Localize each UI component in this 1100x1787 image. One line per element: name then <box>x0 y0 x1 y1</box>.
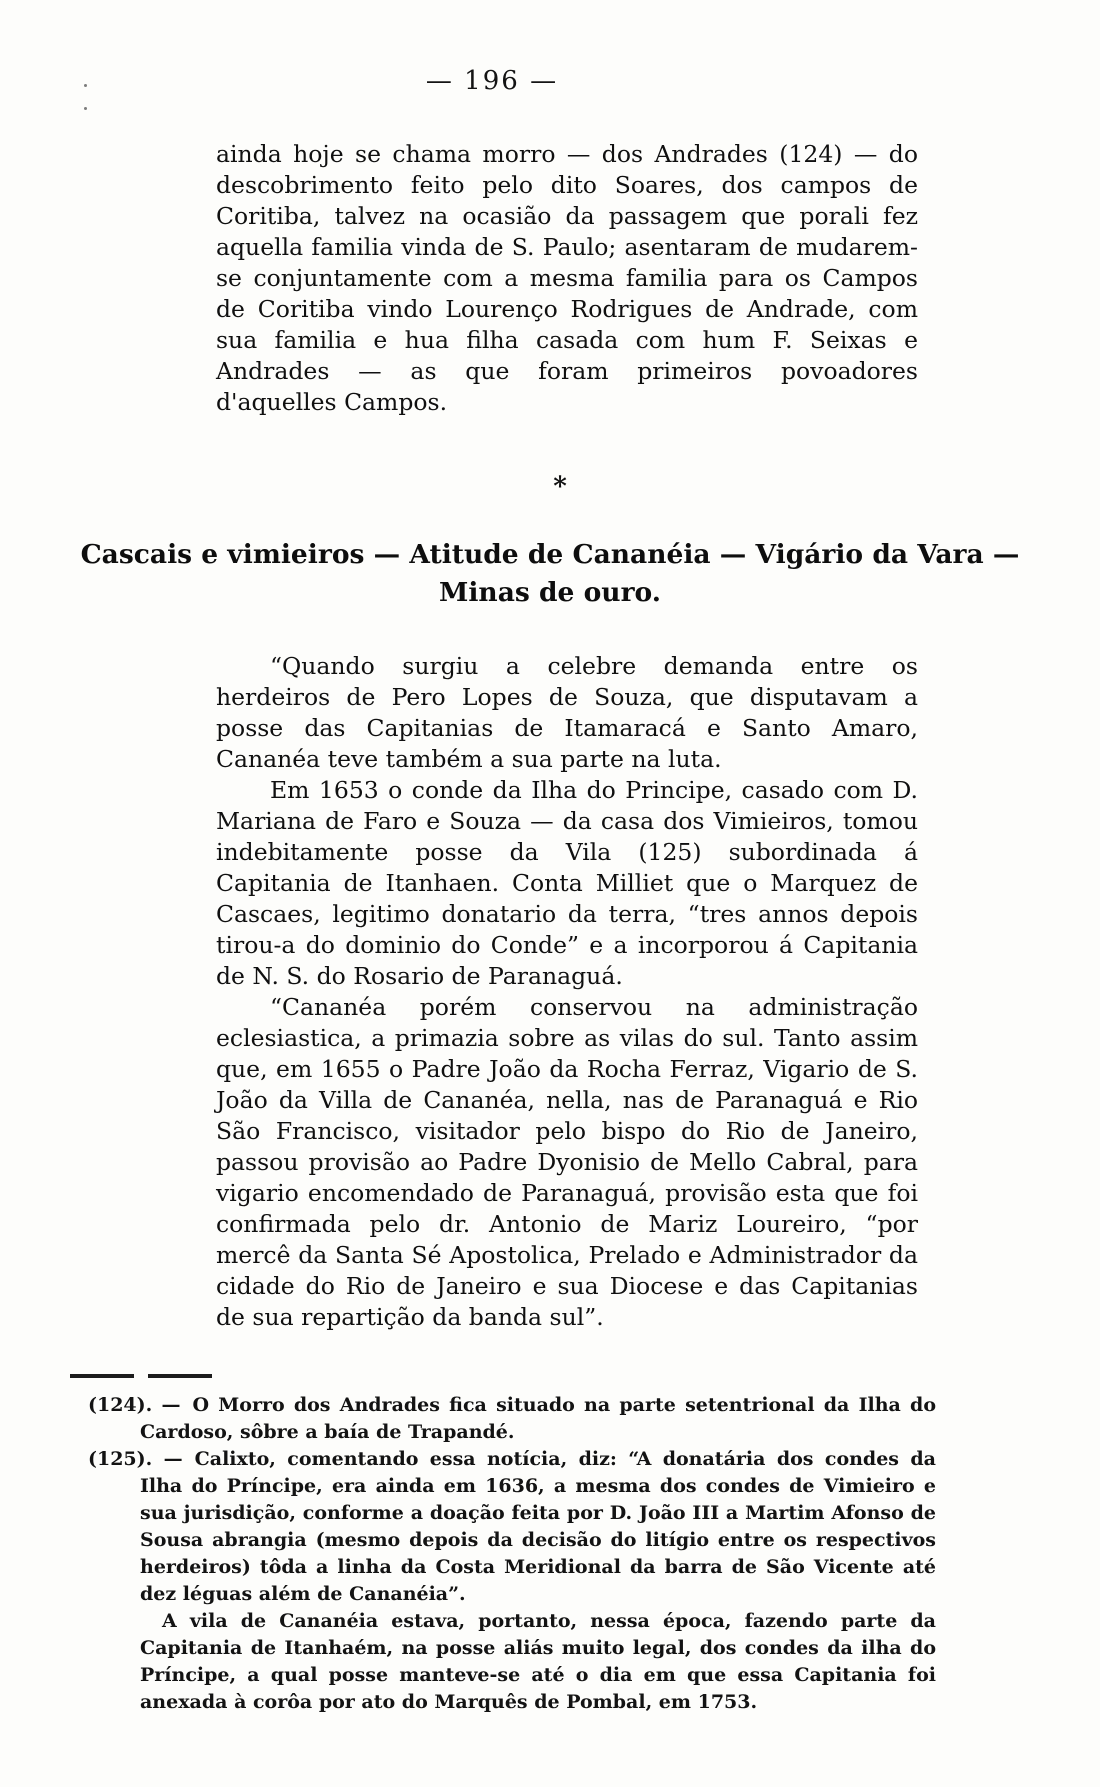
footnote-label: (125). — <box>88 1448 183 1470</box>
footnote-label: (124). — <box>88 1394 181 1416</box>
page-number: — 196 — <box>425 66 559 96</box>
section-body <box>216 651 918 1333</box>
section-paragraph: Em 1653 o conde da Ilha do Principe, casado com D. Mariana de Faro e Souza — da casa dos Vimieiros, tomou indebitamente posse da Vila (125) subordinada á Capitania de Itanhaen. Conta Milliet que o Marquez de Cascaes, legitimo donatario da terra, “tres annos depois tirou-a do dominio do Conde” e a incorporou á Capitania de N. S. do Rosario de Paranaguá. <box>216 776 918 990</box>
footnote-125 <box>88 1446 936 1716</box>
footnote-124 <box>88 1392 936 1446</box>
section-paragraph: “Quando surgiu a celebre demanda entre os herdeiros de Pero Lopes de Souza, que disputavam a posse das Capitanias de Itamaracá e Santo Amaro, Cananéa teve também a sua parte na luta. <box>216 652 918 773</box>
footnote-text-continued: A vila de Cananéia estava, portanto, nessa época, fazendo parte da Capitania de Itanhaém, na posse aliás muito legal, dos condes da ilha do Príncipe, a qual posse manteve-se até o dia em que essa Capitania foi anexada à corôa por ato do Marquês de Pombal, em 1753. <box>140 1610 936 1713</box>
section-separator-asterisk: * <box>553 472 567 502</box>
footnotes-section <box>88 1392 936 1716</box>
section-paragraph: “Cananéa porém conservou na administração eclesiastica, a primazia sobre as vilas do sul. Tanto assim que, em 1655 o Padre João da Rocha Ferraz, Vigario de S. João da Villa de Cananéa, nella, nas de Paranaguá e Rio São Francisco, visitador pelo bispo do Rio de Janeiro, passou provisão ao Padre Dyonisio de Mello Cabral, para vigario encomendado de Paranaguá, provisão esta que foi confirmada pelo dr. Antonio de Mariz Loureiro, “por mercê da Santa Sé Apostolica, Prelado e Administrador da cidade do Rio de Janeiro e sua Diocese e das Capitanias de sua repartição da banda sul”. <box>216 993 918 1331</box>
footnote-text: O Morro dos Andrades fica situado na parte setentrional da Ilha do Cardoso, sôbre a baía de Trapandé. <box>140 1394 936 1443</box>
intro-block <box>216 139 918 418</box>
footnote-divider-rule <box>70 1374 216 1378</box>
section-heading: Cascais e vimieiros — Atitude de Cananéia — Vigário da Vara — Minas de ouro. <box>80 539 1020 608</box>
intro-paragraph: ainda hoje se chama morro — dos Andrades (124) — do descobrimento feito pelo dito Soares, dos campos de Coritiba, talvez na ocasião da passagem que porali fez aquella familia vinda de S. Paulo; asentaram de mudarem-se conjuntamente com a mesma familia para os Campos de Coritiba vindo Lourenço Rodrigues de Andrade, com sua familia e hua filha casada com hum F. Seixas e Andrades — as que foram primeiros povoadores d'aquelles Campos. <box>216 140 918 416</box>
footnote-text: Calixto, comentando essa notícia, diz: “A donatária dos condes da Ilha do Príncipe, era ainda em 1636, a mesma dos condes de Vimieiro e sua jurisdição, conforme a doação feita por D. João III a Martim Afonso de Sousa abrangia (mesmo depois da decisão do litígio entre os respectivos herdeiros) tôda a linha da Costa Meridional da barra de São Vicente até dez léguas além de Cananéia”. <box>140 1448 936 1605</box>
